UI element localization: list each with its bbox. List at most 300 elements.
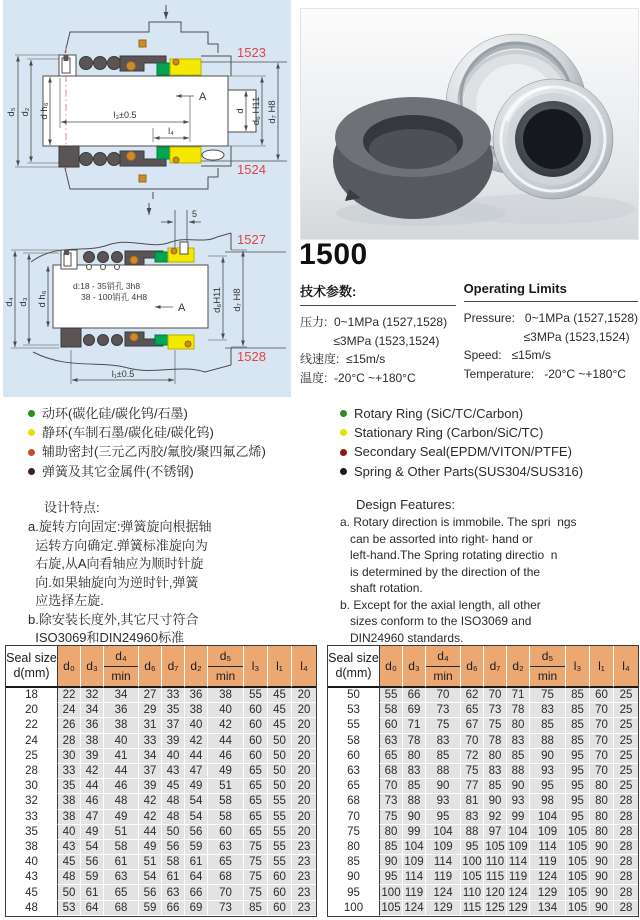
table-cell: 69 [403, 703, 426, 718]
table-cell: 70 [380, 779, 403, 794]
table-cell: 65 [244, 825, 268, 840]
table-cell: 78 [403, 734, 426, 749]
table-cell: 129 [426, 901, 461, 916]
table-cell: 105 [461, 870, 484, 885]
table-cell: 51 [139, 855, 162, 870]
table-cell: 77 [461, 779, 484, 794]
text-line: is determined by the direction of the [340, 564, 541, 579]
seal-size-cell: 33 [6, 810, 58, 825]
seal-size-cell: 43 [6, 870, 58, 885]
table-cell: 20 [292, 794, 316, 809]
table-cell: 119 [426, 870, 461, 885]
table-cell: 49 [104, 810, 139, 825]
features-title-en: Design Features: [356, 497, 455, 512]
table-cell: 33 [139, 734, 162, 749]
table-cell: 60 [208, 825, 244, 840]
table-cell: 105 [566, 901, 590, 916]
table-cell: 38 [104, 718, 139, 733]
table-cell: 97 [484, 825, 507, 840]
seal-size-cell: 32 [6, 794, 58, 809]
table-cell: 65 [461, 703, 484, 718]
bullet-icon [340, 410, 347, 417]
bullet-icon [28, 449, 35, 456]
table-cell: 70 [208, 885, 244, 900]
table-cell: 38 [81, 734, 104, 749]
table-cell: 39 [162, 734, 185, 749]
table-cell: 28 [614, 840, 638, 855]
product-photo [300, 8, 639, 240]
materials-chinese [28, 404, 340, 481]
seal-face-ring [493, 79, 613, 199]
table-cell: 34 [139, 749, 162, 764]
table-cell: 50 [268, 779, 292, 794]
table-cell: 70 [484, 688, 507, 703]
table-cell: 39 [139, 779, 162, 794]
table-cell: 100 [461, 855, 484, 870]
table-cell: 35 [58, 779, 81, 794]
table-cell: 49 [208, 764, 244, 779]
table-cell: 83 [484, 764, 507, 779]
table-cell: 73 [380, 794, 403, 809]
table-cell: 93 [507, 794, 530, 809]
table-cell: 85 [566, 718, 590, 733]
table-cell: 37 [139, 764, 162, 779]
text-line: ≤3MPa (1523,1524) [463, 329, 630, 344]
table-cell: 63 [208, 840, 244, 855]
seal-size-cell: 70 [328, 810, 380, 825]
column-header [104, 646, 139, 688]
table-cell: 120 [484, 885, 507, 900]
table-cell: 50 [162, 825, 185, 840]
material-item [28, 442, 340, 461]
material-label: 辅助密封(三元乙丙胶/氟胶/聚四氟乙烯) [42, 444, 266, 460]
seal-size-cell: 58 [328, 734, 380, 749]
column-header [426, 646, 461, 688]
table-cell: 65 [208, 855, 244, 870]
table-cell: 90 [590, 901, 614, 916]
table-cell: 114 [507, 855, 530, 870]
table-cell: 75 [530, 688, 566, 703]
table-cell: 104 [507, 825, 530, 840]
text-line: 右旋,从A向看轴应为顺时针旋 [28, 556, 204, 572]
table-cell: 42 [139, 794, 162, 809]
table-cell: 43 [162, 764, 185, 779]
table-cell: 67 [461, 718, 484, 733]
header-sub-bottom: min [111, 669, 131, 684]
table-cell: 40 [208, 703, 244, 718]
table-cell: 93 [426, 794, 461, 809]
table-cell: 62 [461, 688, 484, 703]
dim-5: 5 [192, 209, 198, 219]
table-cell: 114 [403, 870, 426, 885]
table-cell: 100 [380, 885, 403, 900]
table-cell: 55 [268, 855, 292, 870]
table-cell: 40 [58, 825, 81, 840]
table-cell: 65 [104, 885, 139, 900]
table-cell: 63 [380, 734, 403, 749]
table-cell: 48 [58, 870, 81, 885]
table-cell: 59 [185, 840, 208, 855]
table-cell: 90 [590, 855, 614, 870]
table-cell: 38 [185, 703, 208, 718]
table-cell: 99 [403, 825, 426, 840]
table-cell: 73 [484, 703, 507, 718]
drawing-panel [3, 0, 291, 397]
column-header: l₄ [292, 646, 316, 688]
seal-size-cell: 45 [6, 885, 58, 900]
dim-l1: l₁±0.5 [111, 369, 135, 379]
table-cell: 33 [58, 764, 81, 779]
seal-size-cell: 35 [6, 825, 58, 840]
size-table-18-48 [5, 645, 317, 917]
table-cell: 80 [380, 825, 403, 840]
seal-size-cell: 85 [328, 855, 380, 870]
header-sub-top: d₅ [530, 646, 565, 667]
seal-size-cell: 22 [6, 718, 58, 733]
table-cell: 80 [590, 825, 614, 840]
dim-d: d [235, 108, 246, 114]
table-cell: 63 [104, 870, 139, 885]
pin-hole-note-2: 38 - 100销孔 4H8 [81, 292, 148, 302]
table-cell: 90 [403, 810, 426, 825]
table-cell: 60 [268, 885, 292, 900]
table-cell: 80 [403, 749, 426, 764]
table-cell: 80 [507, 718, 530, 733]
table-cell: 109 [530, 825, 566, 840]
table-cell: 68 [104, 901, 139, 916]
table-cell: 61 [185, 855, 208, 870]
table-cell: 60 [268, 870, 292, 885]
table-cell: 95 [380, 870, 403, 885]
table-cell: 70 [590, 703, 614, 718]
table-cell: 65 [244, 810, 268, 825]
table-cell: 134 [530, 901, 566, 916]
table-cell: 85 [530, 718, 566, 733]
text-line: sizes conform to the ISO3069 and [340, 614, 532, 629]
materials-section [28, 404, 632, 481]
table-cell: 63 [162, 885, 185, 900]
column-header: d₆ [461, 646, 484, 688]
table-cell: 90 [590, 840, 614, 855]
part-number-1524: 1524 [237, 162, 266, 177]
table-cell: 60 [244, 749, 268, 764]
column-header: l₁ [268, 646, 292, 688]
material-item [340, 423, 632, 442]
table-cell: 65 [244, 764, 268, 779]
material-label: 静环(车制石墨/碳化硅/碳化钨) [42, 425, 214, 441]
table-cell: 44 [139, 825, 162, 840]
table-cell: 36 [81, 718, 104, 733]
table-cell: 124 [403, 901, 426, 916]
table-cell: 38 [58, 810, 81, 825]
table-cell: 73 [208, 901, 244, 916]
text-line: 温度: -20°C ~+180°C [300, 370, 416, 385]
table-cell: 114 [426, 855, 461, 870]
table-cell: 78 [484, 734, 507, 749]
table-cell: 95 [461, 840, 484, 855]
table-cell: 66 [185, 885, 208, 900]
dim-d2: d₂ [20, 107, 31, 117]
table-cell: 115 [484, 870, 507, 885]
table-cell: 104 [403, 840, 426, 855]
table-cell: 105 [484, 840, 507, 855]
table-cell: 119 [530, 855, 566, 870]
table-cell: 78 [507, 703, 530, 718]
table-cell: 55 [380, 688, 403, 703]
text-line: 应选择左旋. [28, 593, 104, 609]
table-cell: 24 [58, 703, 81, 718]
table-cell: 36 [185, 688, 208, 703]
column-header: l₄ [614, 646, 638, 688]
dim-l3: l₃±0.5 [113, 110, 137, 120]
table-cell: 58 [208, 810, 244, 825]
table-cell: 80 [590, 810, 614, 825]
table-cell: 23 [292, 855, 316, 870]
table-cell: 58 [380, 703, 403, 718]
table-cell: 25 [614, 764, 638, 779]
column-header: d₆ [139, 646, 162, 688]
dim-dh6: d h₆ [39, 102, 50, 120]
operating-limits-section [300, 281, 638, 387]
column-header: l₃ [244, 646, 268, 688]
table-cell: 73 [426, 703, 461, 718]
specs-chinese [300, 281, 464, 387]
table-cell: 56 [185, 825, 208, 840]
header-line: d(mm) [13, 666, 50, 680]
table-cell: 58 [208, 794, 244, 809]
table-cell: 54 [185, 810, 208, 825]
material-item [28, 462, 340, 481]
table-cell: 54 [139, 870, 162, 885]
specs-title-cn: 技术参数: [300, 281, 456, 306]
table-cell: 105 [566, 885, 590, 900]
size-tables [5, 645, 639, 917]
table-cell: 90 [590, 870, 614, 885]
stationary-seat-ring [333, 97, 493, 219]
table-cell: 32 [81, 688, 104, 703]
table-cell: 56 [81, 855, 104, 870]
table-cell: 55 [268, 810, 292, 825]
table-cell: 85 [244, 901, 268, 916]
material-item [340, 404, 632, 423]
table-cell: 88 [461, 825, 484, 840]
table-cell: 54 [185, 794, 208, 809]
table-cell: 105 [566, 870, 590, 885]
column-header: l₁ [590, 646, 614, 688]
table-cell: 28 [58, 734, 81, 749]
seal-size-cell: 24 [6, 734, 58, 749]
column-header [530, 646, 566, 688]
table-cell: 83 [530, 703, 566, 718]
table-cell: 70 [590, 764, 614, 779]
table-cell: 75 [244, 840, 268, 855]
table-cell: 109 [507, 840, 530, 855]
table-cell: 20 [292, 718, 316, 733]
section-drawing-1523-1524 [3, 0, 291, 200]
table-cell: 42 [139, 810, 162, 825]
table-cell: 65 [244, 794, 268, 809]
column-header: d₇ [484, 646, 507, 688]
table-cell: 85 [566, 688, 590, 703]
text-line: a. Rotary direction is immobile. The spri ngs [340, 515, 577, 529]
features-lines-en [340, 514, 632, 646]
table-cell: 40 [185, 718, 208, 733]
seal-size-cell: 50 [328, 688, 380, 703]
part-number-1523: 1523 [237, 45, 266, 60]
table-cell: 75 [426, 718, 461, 733]
table-cell: 90 [530, 749, 566, 764]
bullet-icon [340, 429, 347, 436]
column-header-seal-size [6, 646, 58, 688]
seal-size-cell: 28 [6, 764, 58, 779]
table-cell: 85 [507, 749, 530, 764]
table-cell: 85 [380, 840, 403, 855]
table-cell: 105 [380, 901, 403, 916]
features-title-cn: 设计特点: [44, 500, 100, 515]
table-cell: 68 [208, 870, 244, 885]
column-header: d₇ [162, 646, 185, 688]
features-chinese [28, 497, 340, 648]
table-cell: 30 [58, 749, 81, 764]
table-cell: 64 [81, 901, 104, 916]
table-cell: 110 [461, 885, 484, 900]
material-label: Spring & Other Parts(SUS304/SUS316) [354, 463, 584, 479]
table-cell: 44 [81, 779, 104, 794]
table-cell: 83 [426, 734, 461, 749]
table-cell: 60 [590, 688, 614, 703]
table-cell: 60 [244, 718, 268, 733]
text-line: shaft rotation. [340, 581, 423, 596]
table-cell: 85 [403, 779, 426, 794]
table-cell: 90 [426, 779, 461, 794]
table-cell: 28 [614, 855, 638, 870]
text-line: can be assorted into right- hand or [340, 531, 533, 546]
table-cell: 70 [590, 718, 614, 733]
seal-size-cell: 100 [328, 901, 380, 916]
model-number: 1500 [299, 238, 368, 271]
table-cell: 60 [380, 718, 403, 733]
table-cell: 45 [268, 718, 292, 733]
table-cell: 75 [380, 810, 403, 825]
table-cell: 92 [484, 810, 507, 825]
table-cell: 50 [268, 749, 292, 764]
material-item [28, 423, 340, 442]
table-cell: 115 [461, 901, 484, 916]
header-sub-top: d₄ [104, 646, 138, 667]
table-cell: 85 [566, 734, 590, 749]
table-cell: 83 [403, 764, 426, 779]
table-cell: 95 [426, 810, 461, 825]
material-item [28, 404, 340, 423]
seal-size-cell: 38 [6, 840, 58, 855]
table-cell: 28 [614, 885, 638, 900]
table-cell: 25 [614, 688, 638, 703]
table-cell: 80 [484, 749, 507, 764]
seal-size-cell: 55 [328, 718, 380, 733]
table-cell: 83 [461, 810, 484, 825]
table-cell: 53 [58, 901, 81, 916]
seal-size-cell: 20 [6, 703, 58, 718]
table-cell: 20 [292, 810, 316, 825]
table-cell: 70 [461, 734, 484, 749]
table-cell: 75 [484, 718, 507, 733]
text-line: a.旋转方向固定:弹簧旋向根据轴 [28, 519, 212, 534]
table-cell: 72 [461, 749, 484, 764]
text-line: Pressure: 0~1MPa (1527,1528) [463, 311, 638, 325]
table-cell: 88 [507, 764, 530, 779]
table-cell: 104 [530, 810, 566, 825]
table-cell: 34 [104, 688, 139, 703]
table-cell: 66 [403, 688, 426, 703]
text-line: ISO3069和DIN24960标准 [28, 630, 185, 646]
table-cell: 129 [507, 901, 530, 916]
column-header: d₀ [58, 646, 81, 688]
header-sub-top: d₄ [426, 646, 460, 667]
header-line: Seal size [6, 651, 57, 666]
seal-size-cell: 68 [328, 794, 380, 809]
table-cell: 65 [244, 779, 268, 794]
table-cell: 75 [244, 885, 268, 900]
table-cell: 25 [614, 718, 638, 733]
table-cell: 38 [208, 688, 244, 703]
table-cell: 95 [530, 779, 566, 794]
table-cell: 56 [162, 840, 185, 855]
dim-l4: l₄ [168, 126, 174, 136]
pin-hole-note-1: d:18 - 35销孔 3h8 [73, 281, 141, 291]
header-line: Seal size [328, 651, 379, 666]
table-cell: 56 [139, 885, 162, 900]
table-cell: 38 [58, 794, 81, 809]
table-cell: 61 [104, 855, 139, 870]
table-cell: 50 [268, 734, 292, 749]
bullet-icon [28, 429, 35, 436]
table-cell: 37 [162, 718, 185, 733]
table-cell: 60 [244, 734, 268, 749]
table-cell: 125 [484, 901, 507, 916]
table-cell: 46 [208, 749, 244, 764]
seal-size-cell: 80 [328, 840, 380, 855]
table-cell: 90 [590, 885, 614, 900]
table-cell: 20 [292, 764, 316, 779]
specs-lines-cn [300, 313, 456, 387]
table-cell: 58 [162, 855, 185, 870]
table-cell: 124 [426, 885, 461, 900]
column-header: d₀ [380, 646, 403, 688]
table-cell: 95 [566, 749, 590, 764]
specs-english [464, 281, 638, 387]
table-cell: 61 [162, 870, 185, 885]
table-cell: 23 [292, 901, 316, 916]
text-line: b. Except for the axial length, all other [340, 597, 541, 612]
material-label: Rotary Ring (SiC/TC/Carbon) [354, 406, 524, 421]
table-cell: 83 [507, 734, 530, 749]
table-cell: 105 [566, 825, 590, 840]
table-cell: 22 [58, 688, 81, 703]
table-cell: 20 [292, 688, 316, 703]
table-cell: 95 [566, 810, 590, 825]
header-sub-bottom: min [215, 669, 236, 684]
table-cell: 44 [104, 764, 139, 779]
column-header [208, 646, 244, 688]
table-cell: 124 [530, 870, 566, 885]
table-cell: 66 [162, 901, 185, 916]
seal-size-cell: 40 [6, 855, 58, 870]
dim-d7h8: d₇ H8 [267, 100, 278, 124]
header-line: d(mm) [335, 666, 372, 680]
table-cell: 44 [185, 749, 208, 764]
table-cell: 60 [268, 901, 292, 916]
table-cell: 28 [614, 810, 638, 825]
